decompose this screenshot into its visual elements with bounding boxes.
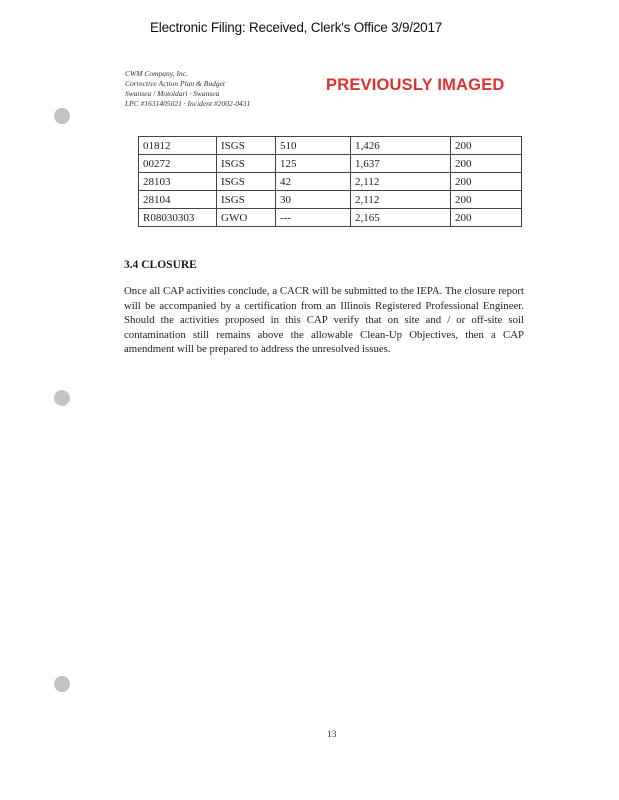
- table-cell: 200: [451, 209, 522, 227]
- table-cell: 200: [451, 137, 522, 155]
- table-cell: R08030303: [139, 209, 217, 227]
- table-cell: ISGS: [217, 137, 276, 155]
- table-cell: 125: [276, 155, 351, 173]
- wells-table: [138, 136, 522, 227]
- table-cell: 200: [451, 191, 522, 209]
- header-line-plan: Corrective Action Plan & Budget: [125, 79, 225, 88]
- section-body: Once all CAP activities conclude, a CACR will be submitted to the IEPA. The closure report will be accompanied by a certification from an Illinois Registered Professional Engineer. Should the activities proposed in this CAP verify that on site and / or off-site soil contamination still remains above the allowable Clean-Up Objectives, then a CAP amendment will be prepared to address the unresolved issues.: [124, 285, 524, 355]
- table-cell: 28104: [139, 191, 217, 209]
- table-cell: 01812: [139, 137, 217, 155]
- page-number: 13: [327, 730, 337, 740]
- table-cell: 1,426: [351, 137, 451, 155]
- section-heading: 3.4 CLOSURE: [124, 259, 197, 271]
- document-header: [125, 69, 250, 109]
- table-cell: 00272: [139, 155, 217, 173]
- header-line-site: Swansea / Motoldari · Swansea: [125, 89, 220, 98]
- table-cell: 510: [276, 137, 351, 155]
- table-cell: 30: [276, 191, 351, 209]
- table-row: [139, 137, 522, 155]
- header-line-ids: LPC #1631405021 · Incident #2002-0431: [125, 99, 251, 108]
- previously-imaged-stamp: PREVIOUSLY IMAGED: [326, 76, 505, 94]
- table-row: [139, 155, 522, 173]
- table-row: [139, 191, 522, 209]
- table-row: [139, 209, 522, 227]
- table-cell: 200: [451, 173, 522, 191]
- table-cell: 42: [276, 173, 351, 191]
- table-cell: GWO: [217, 209, 276, 227]
- table-cell: ISGS: [217, 191, 276, 209]
- table-cell: ISGS: [217, 155, 276, 173]
- punch-hole-top: [54, 108, 70, 124]
- table-cell: 200: [451, 155, 522, 173]
- table-cell: 1,637: [351, 155, 451, 173]
- table-cell: 2,165: [351, 209, 451, 227]
- punch-hole-middle: [54, 390, 70, 406]
- table-row: [139, 173, 522, 191]
- header-line-company: CWM Company, Inc.: [125, 69, 188, 78]
- table-cell: 2,112: [351, 173, 451, 191]
- table-cell: 28103: [139, 173, 217, 191]
- table-cell: 2,112: [351, 191, 451, 209]
- punch-hole-bottom: [54, 676, 70, 692]
- table-cell: ---: [276, 209, 351, 227]
- filing-banner: Electronic Filing: Received, Clerk's Office 3/9/2017: [150, 20, 443, 35]
- table-cell: ISGS: [217, 173, 276, 191]
